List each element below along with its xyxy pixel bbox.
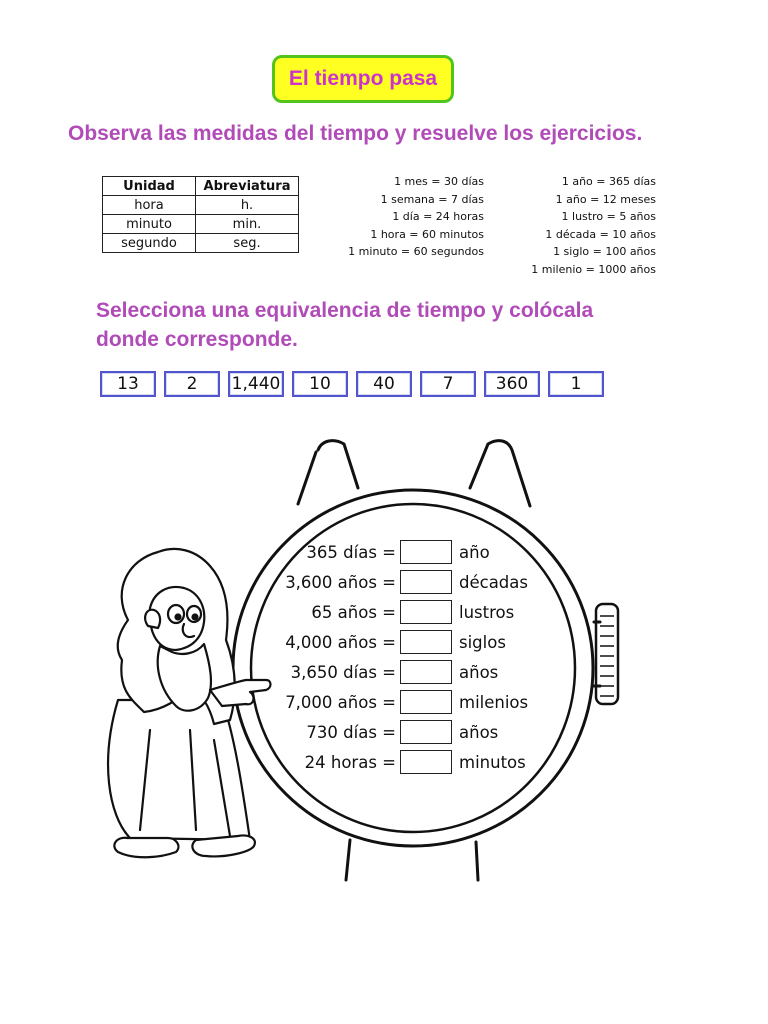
equivalence-item: 1 semana = 7 días: [380, 192, 484, 206]
exercise-label: 24 horas =: [304, 752, 396, 772]
answer-box[interactable]: [400, 720, 452, 744]
exercise-unit: décadas: [459, 572, 528, 592]
answer-box[interactable]: [400, 570, 452, 594]
exercise-unit: años: [459, 722, 499, 742]
equivalence-item: 1 año = 12 meses: [555, 192, 656, 206]
exercise-unit: lustros: [459, 602, 515, 622]
page-title: El tiempo pasa: [288, 67, 438, 90]
exercise-row: [250, 629, 506, 655]
option-box[interactable]: 10: [292, 371, 348, 397]
equivalence-item: 1 mes = 30 días: [394, 175, 484, 188]
watch-crown: [596, 604, 618, 704]
exercise-label: 3,650 días =: [290, 662, 396, 682]
exercise-row: [250, 659, 498, 685]
table-cell: minuto: [103, 215, 196, 234]
exercise-unit: minutos: [459, 752, 526, 772]
table-cell: seg.: [196, 234, 299, 253]
exercise-row: [250, 569, 528, 595]
table-cell: segundo: [103, 234, 196, 253]
exercise-unit: años: [459, 662, 499, 682]
option-box[interactable]: 360: [484, 371, 540, 397]
exercise-row: [250, 599, 514, 625]
exercise-row: [250, 749, 526, 775]
option-box[interactable]: 1,440: [228, 371, 284, 397]
answer-box[interactable]: [400, 540, 452, 564]
exercise-unit: milenios: [459, 692, 529, 712]
answer-box[interactable]: [400, 630, 452, 654]
exercise-label: 7,000 años =: [285, 692, 396, 712]
equivalence-item: 1 año = 365 días: [561, 175, 656, 188]
answer-box[interactable]: [400, 660, 452, 684]
equivalence-item: 1 día = 24 horas: [392, 210, 484, 223]
answer-box[interactable]: [400, 750, 452, 774]
exercise-row: [250, 539, 490, 565]
equivalence-item: 1 lustro = 5 años: [561, 210, 656, 223]
table-header: Unidad: [103, 177, 196, 196]
exercise-unit: año: [459, 542, 490, 562]
equivalence-item: 1 década = 10 años: [545, 227, 656, 241]
option-box[interactable]: 7: [420, 371, 476, 397]
table-header: Abreviatura: [196, 177, 299, 196]
exercise-row: [250, 689, 528, 715]
option-box[interactable]: 1: [548, 371, 604, 397]
instruction-observe: Observa las medidas del tiempo y resuelve los ejercicios.: [68, 122, 643, 145]
exercise-unit: siglos: [459, 632, 506, 652]
option-box[interactable]: 2: [164, 371, 220, 397]
option-box[interactable]: 40: [356, 371, 412, 397]
exercise-label: 730 días =: [306, 722, 396, 742]
answer-box[interactable]: [400, 600, 452, 624]
option-box[interactable]: 13: [100, 371, 156, 397]
exercise-row: [250, 719, 498, 745]
wizard-figure: [108, 549, 270, 857]
equivalence-item: 1 siglo = 100 años: [553, 245, 656, 258]
exercise-label: 65 años =: [311, 602, 396, 622]
equivalence-item: 1 milenio = 1000 años: [531, 262, 656, 276]
table-cell: min.: [196, 215, 299, 234]
equivalence-item: 1 hora = 60 minutos: [370, 227, 484, 241]
table-cell: h.: [196, 196, 299, 215]
table-cell: hora: [103, 196, 196, 215]
watch-strap-top: [298, 441, 358, 504]
exercise-label: 365 días =: [306, 542, 396, 562]
exercise-label: 3,600 años =: [285, 572, 396, 592]
equivalence-item: 1 minuto = 60 segundos: [348, 245, 484, 258]
answer-box[interactable]: [400, 690, 452, 714]
instruction-select: Selecciona una equivalencia de tiempo y colócala donde corresponde.: [96, 299, 594, 351]
exercise-label: 4,000 años =: [285, 632, 396, 652]
